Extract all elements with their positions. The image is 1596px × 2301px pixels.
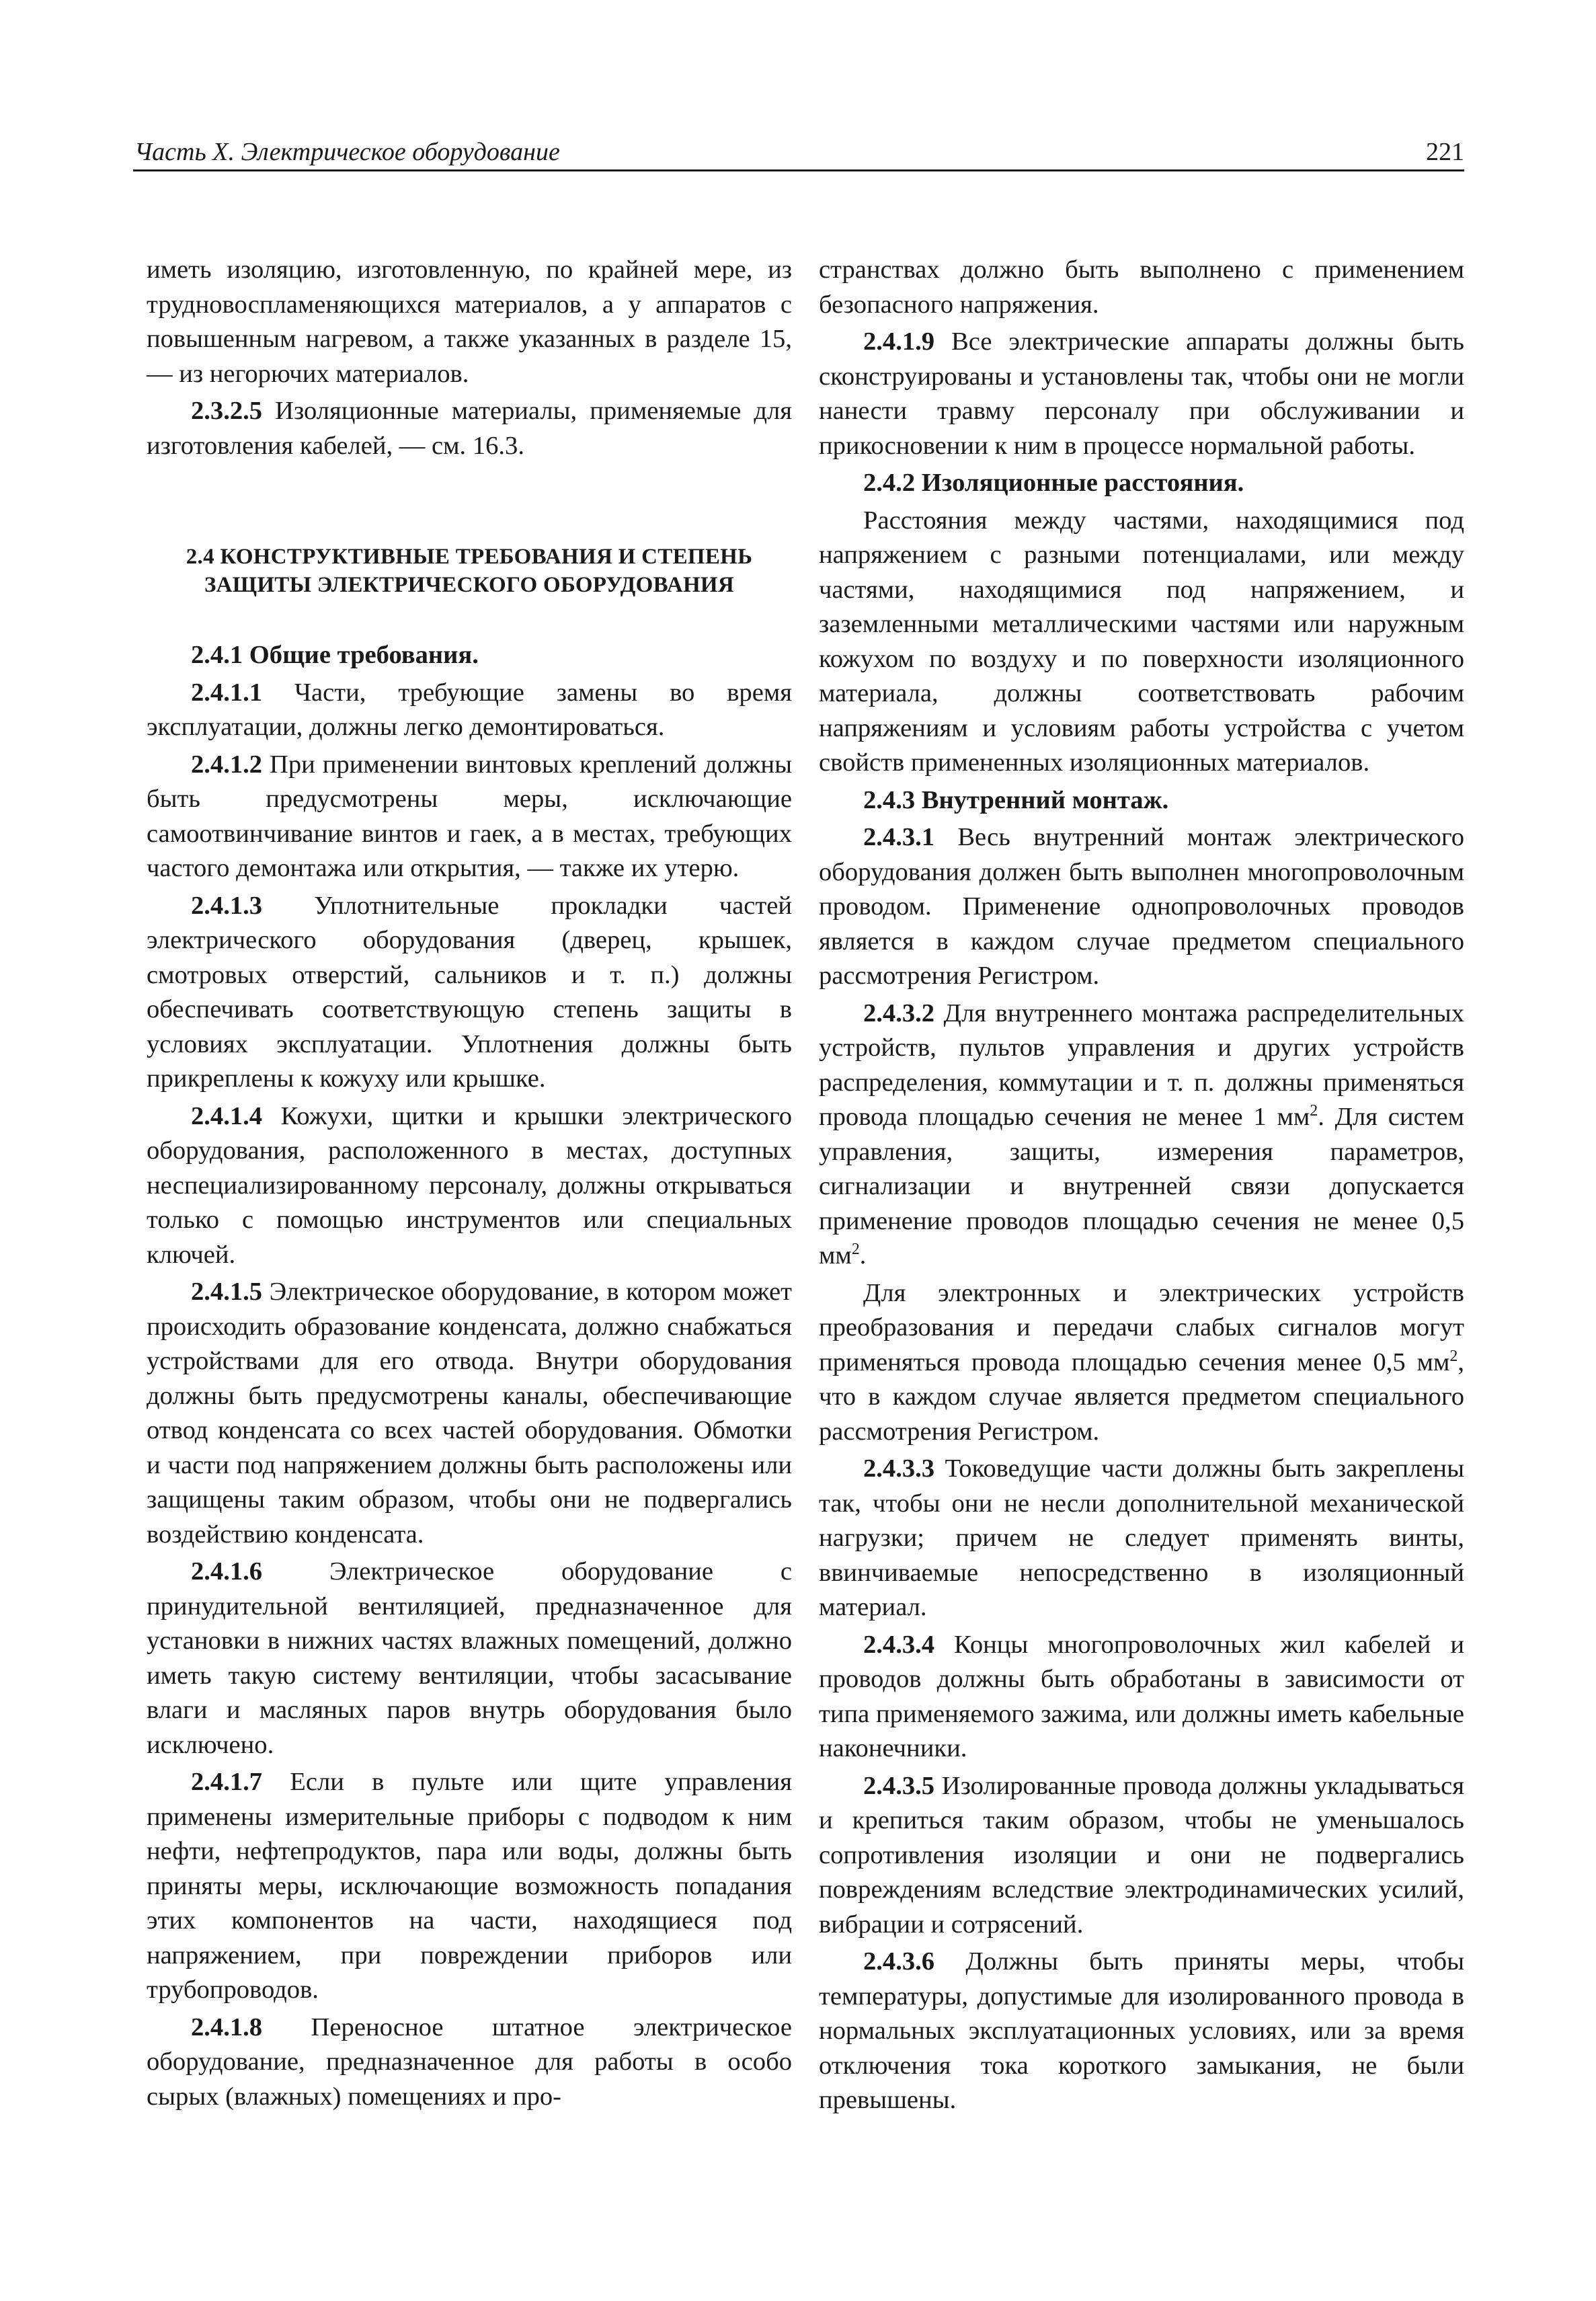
paragraph-2-4-1-2: 2.4.1.2 При применении винтовых креплений должны быть предусмотрены меры, исключающие самоотвинчивание винтов и гаек, а в местах, требующих частого демонтажа или открытия, — также их утерю. (147, 750, 792, 882)
paragraph-2-4-3-2-b: Для электронных и электрических устройств преобразования и передачи слабых сигналов могут применяться провода площадью сечения менее 0,5 $мм^2$, что в каждом случае является предметом специального рассмотрения Регистром. (819, 1278, 1464, 1446)
paragraph-2-4-1-9: 2.4.1.9 Все электрические аппараты должны быть сконструированы и установлены так, чтобы они не могли нанести травму персоналу при обслуживании и прикосновении к ним в процессе нормальной работы. (819, 327, 1464, 460)
paragraph-2-4-1-5: 2.4.1.5 Электрическое оборудование, в котором может происходить образование конденсата, должно снабжаться устройствами для его отвода. Внутри оборудования должны быть предусмотрены каналы, обеспечивающие отвод конденсата со всех частей оборудования. Обмотки и части под напряжением должны быть расположены или защищены таким образом, чтобы они не подвергались воздействию конденсата. (147, 1278, 792, 1549)
left-column (147, 253, 792, 2114)
paragraph-continued: иметь изоляцию, изготовленную, по крайней мере, из трудновоспламеняющихся материалов, а у аппаратов с повышенным нагревом, а также указанных в разделе 15, — из негорючих материалов. (147, 256, 792, 388)
paragraph-2-4-1-1: 2.4.1.1 Части, требующие замены во время эксплуатации, должны легко демонтироваться. (147, 678, 792, 741)
subheading-2-4-1: 2.4.1 Общие требования. (191, 641, 479, 669)
paragraph-2-4-3-2: 2.4.3.2 Для внутреннего монтажа распределительных устройств, пультов управления и других устройств распределения, коммутации и т. п. должны применяться провода площадью сечения не менее 1 $мм^2$. Для систем управления, защиты, измерения параметров, сигнализации и внутренней связи допускается применение проводов площадью сечения не менее 0,5 $мм^2$. (819, 999, 1465, 1270)
paragraph-2-4-3-5: 2.4.3.5 Изолированные провода должны укладываться и крепиться таким образом, чтобы не уменьшалось сопротивления изоляции и они не подвергались повреждениям вследствие электродинамических усилий, вибрации и сотрясений. (819, 1771, 1464, 1939)
section-title-line2: ЗАЩИТЫ ЭЛЕКТРИЧЕСКОГО ОБОРУДОВАНИЯ (204, 573, 735, 597)
paragraph-2-4-1-7: 2.4.1.7 Если в пульте или щите управления применены измерительные приборы с подводом к ним нефти, нефтепродуктов, пара или воды, должны быть приняты меры, исключающие возможность попадания этих компонентов на части, находящиеся под напряжением, при повреждении приборов или трубопроводов. (147, 1768, 792, 2004)
paragraph-2-4-3-4: 2.4.3.4 Концы многопроволочных жил кабелей и проводов должны быть обработаны в зависимости от типа применяемого зажима, или должны иметь кабельные наконечники. (819, 1630, 1464, 1762)
header-title: Часть X. Электрическое оборудование (134, 138, 560, 166)
paragraph-2-4-3-3: 2.4.3.3 Токоведущие части должны быть закреплены так, чтобы они не несли дополнительной механической нагрузки; причем не следует применять винты, ввинчиваемые непосредственно в изоляционный материал. (819, 1454, 1464, 1621)
paragraph-2-4-1-8: 2.4.1.8 Переносное штатное электрическое оборудование, предназначенное для работы в особо сырых (влажных) помещениях и про- (147, 2013, 792, 2111)
page-number: 221 (1426, 138, 1464, 166)
paragraph-2-4-2: Расстояния между частями, находящимися под напряжением с разными потенциалами, или между частями, находящимися под напряжением, и заземленными металлическими частями или наружным кожухом по воздуху и по поверхности изоляционного материала, должны соответствовать рабочим напряжениям и условиям работы устройства с учетом свойств примененных изоляционных материалов. (819, 506, 1464, 777)
right-column (819, 253, 1464, 2118)
paragraph-2-4-1-3: 2.4.1.3 Уплотнительные прокладки частей электрического оборудования (дверец, крышек, смотровых отверстий, сальников и т. п.) должны обеспечивать соответствующую степень защиты в условиях эксплуатации. Уплотнения должны быть прикреплены к кожуху или крышке. (147, 891, 792, 1093)
paragraph-2-3-2-5: 2.3.2.5 Изоляционные материалы, применяемые для изготовления кабелей, — см. 16.3. (147, 397, 792, 460)
subheading-2-4-3: 2.4.3 Внутренний монтаж. (863, 785, 1169, 814)
paragraph-2-4-3-6: 2.4.3.6 Должны быть приняты меры, чтобы температуры, допустимые для изолированного провода в нормальных эксплуатационных условиях, или за время отключения тока короткого замыкания, не были превышены. (819, 1947, 1464, 2114)
paragraph-2-4-1-6: 2.4.1.6 Электрическое оборудование с принудительной вентиляцией, предназначенное для установки в нижних частях влажных помещений, должно иметь такую систему вентиляции, чтобы засасывание влаги и масляных паров внутрь оборудования было исключено. (147, 1557, 792, 1759)
paragraph-2-4-1-4: 2.4.1.4 Кожухи, щитки и крышки электрического оборудования, расположенного в местах, доступных неспециализированному персоналу, должны открываться только с помощью инструментов или специальных ключей. (147, 1101, 792, 1269)
paragraph-continued: странствах должно быть выполнено с применением безопасного напряжения. (819, 256, 1464, 319)
section-title (147, 543, 792, 599)
section-title-line1: 2.4 КОНСТРУКТИВНЫЕ ТРЕБОВАНИЯ И СТЕПЕНЬ (186, 545, 753, 569)
paragraph-2-4-3-1: 2.4.3.1 Весь внутренний монтаж электрического оборудования должен быть выполнен многопроволочным проводом. Применение однопроволочных проводов является в каждом случае предметом специального рассмотрения Регистром. (819, 823, 1464, 990)
subheading-2-4-2: 2.4.2 Изоляционные расстояния. (863, 469, 1244, 497)
running-header (133, 133, 1464, 171)
